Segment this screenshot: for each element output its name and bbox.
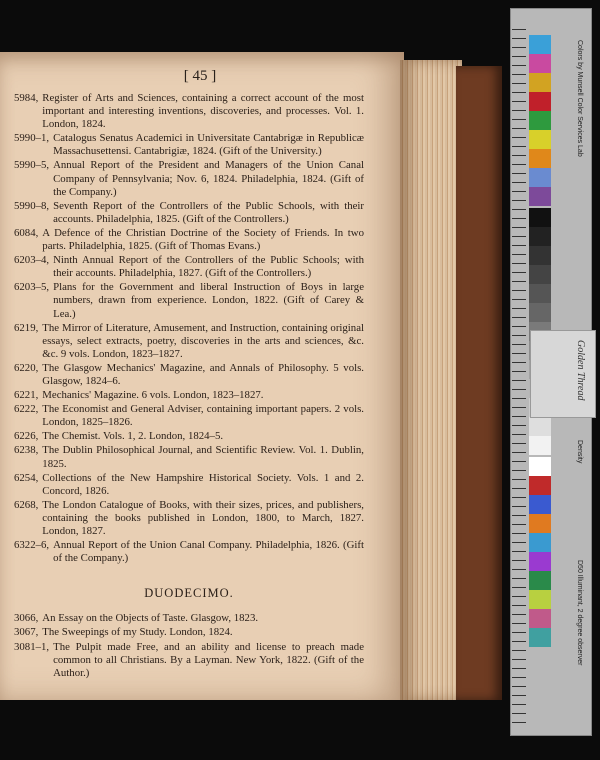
catalogue-entry	[14, 389, 364, 402]
catalogue-entry	[14, 132, 364, 158]
color-swatch	[529, 476, 551, 495]
catalogue-entry	[14, 200, 364, 226]
entry-text: The Mirror of Literature, Amusement, and Instruction, containing original essays, select extracts, poetry, discoveries in the arts and sciences, &c. &c. 9 vols. London, 1823–1827.	[42, 321, 364, 360]
chart-tab-label: Golden Thread	[575, 340, 586, 401]
color-swatch	[529, 265, 551, 284]
catalogue-entry	[14, 159, 364, 198]
color-swatch	[529, 417, 551, 436]
entry-number: 6254,	[14, 471, 39, 484]
color-swatch	[529, 514, 551, 533]
catalogue-entry	[14, 612, 364, 625]
page-number: [ 45 ]	[183, 68, 217, 84]
book-cover	[456, 66, 502, 700]
color-swatch	[529, 571, 551, 590]
entry-text: The Chemist. Vols. 1, 2. London, 1824–5.	[42, 430, 224, 443]
page-edges	[400, 60, 462, 700]
chart-label-bottom: D50 Illuminant, 2 degree observer	[576, 560, 583, 666]
color-swatch	[529, 495, 551, 514]
catalogue-entry	[14, 499, 364, 538]
entry-number: 3066,	[14, 612, 39, 625]
catalogue-entry	[14, 227, 364, 253]
entry-text: Collections of the New Hampshire Historical Society. Vols. 1 and 2. Concord, 1826.	[42, 471, 364, 497]
entry-text: Plans for the Government and liberal Instruction of Boys in large numbers, drawn from experience. London, 1822. (Gift of Carey & Lea.)	[53, 281, 364, 320]
color-swatch	[529, 284, 551, 303]
color-swatch	[529, 168, 551, 187]
entry-number: 6084,	[14, 226, 39, 239]
entry-text: The Pulpit made Free, and an ability and license to preach made common to all Christians. By a Layman. New York, 1822. (Gift of the Author.)	[53, 640, 364, 679]
color-swatch	[529, 590, 551, 609]
catalogue-entry	[14, 430, 364, 443]
color-swatch	[529, 552, 551, 571]
color-swatch	[529, 73, 551, 92]
entry-text: The London Catalogue of Books, with their sizes, prices, and publishers, containing the books published in London, 1800, to March, 1827. London, 1827.	[42, 498, 364, 537]
color-swatch	[529, 92, 551, 111]
entry-number: 5990–5,	[14, 159, 50, 172]
chart-density-label: Density	[576, 440, 583, 464]
entry-text: Catalogus Senatus Academici in Universitate Cantabrigæ in Republicæ Massachusettensi. Cantabrigiæ, 1824. (Gift of the University.)	[53, 132, 364, 158]
catalogue-entries	[14, 92, 364, 681]
entry-text: Seventh Report of the Controllers of the Public Schools, with their accounts. Philadelphia, 1825. (Gift of the Controllers.)	[53, 199, 364, 225]
color-swatch	[529, 609, 551, 628]
catalogue-entry	[14, 92, 364, 131]
section-title: DUODECIMO.	[144, 586, 234, 601]
entry-number: 3067,	[14, 626, 39, 639]
color-swatch	[529, 35, 551, 54]
chart-label-top: Colors by Munsell Color Services Lab	[576, 40, 583, 157]
entry-number: 6220,	[14, 361, 39, 374]
catalogue-entry	[14, 362, 364, 388]
catalogue-entry	[14, 281, 364, 320]
entry-text: An Essay on the Objects of Taste. Glasgow, 1823.	[42, 612, 259, 625]
color-swatch	[529, 130, 551, 149]
color-swatch	[529, 187, 551, 206]
color-swatch	[529, 303, 551, 322]
catalogue-entry	[14, 403, 364, 429]
entry-number: 6203–5,	[14, 281, 50, 294]
catalogue-entry	[14, 444, 364, 470]
entry-number: 5990–1,	[14, 132, 50, 145]
color-swatch	[529, 54, 551, 73]
entry-text: The Dublin Philosophical Journal, and Scientific Review. Vol. 1. Dublin, 1825.	[42, 444, 364, 470]
catalogue-entry	[14, 539, 364, 565]
catalogue-entry	[14, 626, 364, 639]
catalogue-entry	[14, 254, 364, 280]
entry-number: 5990–8,	[14, 199, 50, 212]
color-swatch	[529, 436, 551, 455]
color-swatch	[529, 628, 551, 647]
color-swatch	[529, 149, 551, 168]
entry-text: Annual Report of the President and Managers of the Union Canal Company of Pennsylvania; Nov. 6, 1824. Philadelphia, 1824. (Gift of the Company.)	[53, 159, 364, 198]
color-swatch	[529, 208, 551, 227]
entry-number: 6203–4,	[14, 254, 50, 267]
chart-tab	[530, 330, 596, 418]
catalogue-entry	[14, 641, 364, 680]
entry-text: Annual Report of the Union Canal Company. Philadelphia, 1826. (Gift of the Company.)	[53, 539, 364, 565]
entry-text: Register of Arts and Sciences, containing a correct account of the most important and interesting inventions, discoveries, and processes. Vol. 1. London, 1824.	[42, 92, 364, 131]
entry-number: 6219,	[14, 321, 39, 334]
chart-ruler	[512, 29, 526, 729]
color-swatch	[529, 457, 551, 476]
entry-text: The Glasgow Mechanics' Magazine, and Annals of Philosophy. 5 vols. Glasgow, 1824–6.	[42, 361, 364, 387]
entry-number: 6226,	[14, 430, 39, 443]
entry-text: Ninth Annual Report of the Controllers of the Public Schools; with their accounts. Philadelphia, 1827. (Gift of the Controllers.)	[53, 254, 364, 280]
entry-text: The Economist and General Adviser, containing important papers. 2 vols. London, 1825–1826.	[42, 403, 364, 429]
catalogue-entry	[14, 472, 364, 498]
color-swatch	[529, 111, 551, 130]
color-swatch	[529, 227, 551, 246]
entry-number: 6268,	[14, 498, 39, 511]
entry-text: A Defence of the Christian Doctrine of the Society of Friends. In two parts. Philadelphia, 1825. (Gift of Thomas Evans.)	[42, 226, 364, 253]
entry-number: 3081–1,	[14, 640, 50, 653]
entry-number: 6238,	[14, 444, 39, 457]
color-swatch	[529, 246, 551, 265]
entry-number: 5984,	[14, 92, 39, 104]
entry-number: 6322–6,	[14, 539, 50, 552]
entry-number: 6221,	[14, 389, 39, 402]
catalogue-entry	[14, 322, 364, 361]
color-swatch	[529, 533, 551, 552]
entry-number: 6222,	[14, 403, 39, 416]
entry-text: Mechanics' Magazine. 6 vols. London, 1823–1827.	[42, 389, 264, 402]
entry-text: The Sweepings of my Study. London, 1824.	[42, 626, 233, 639]
